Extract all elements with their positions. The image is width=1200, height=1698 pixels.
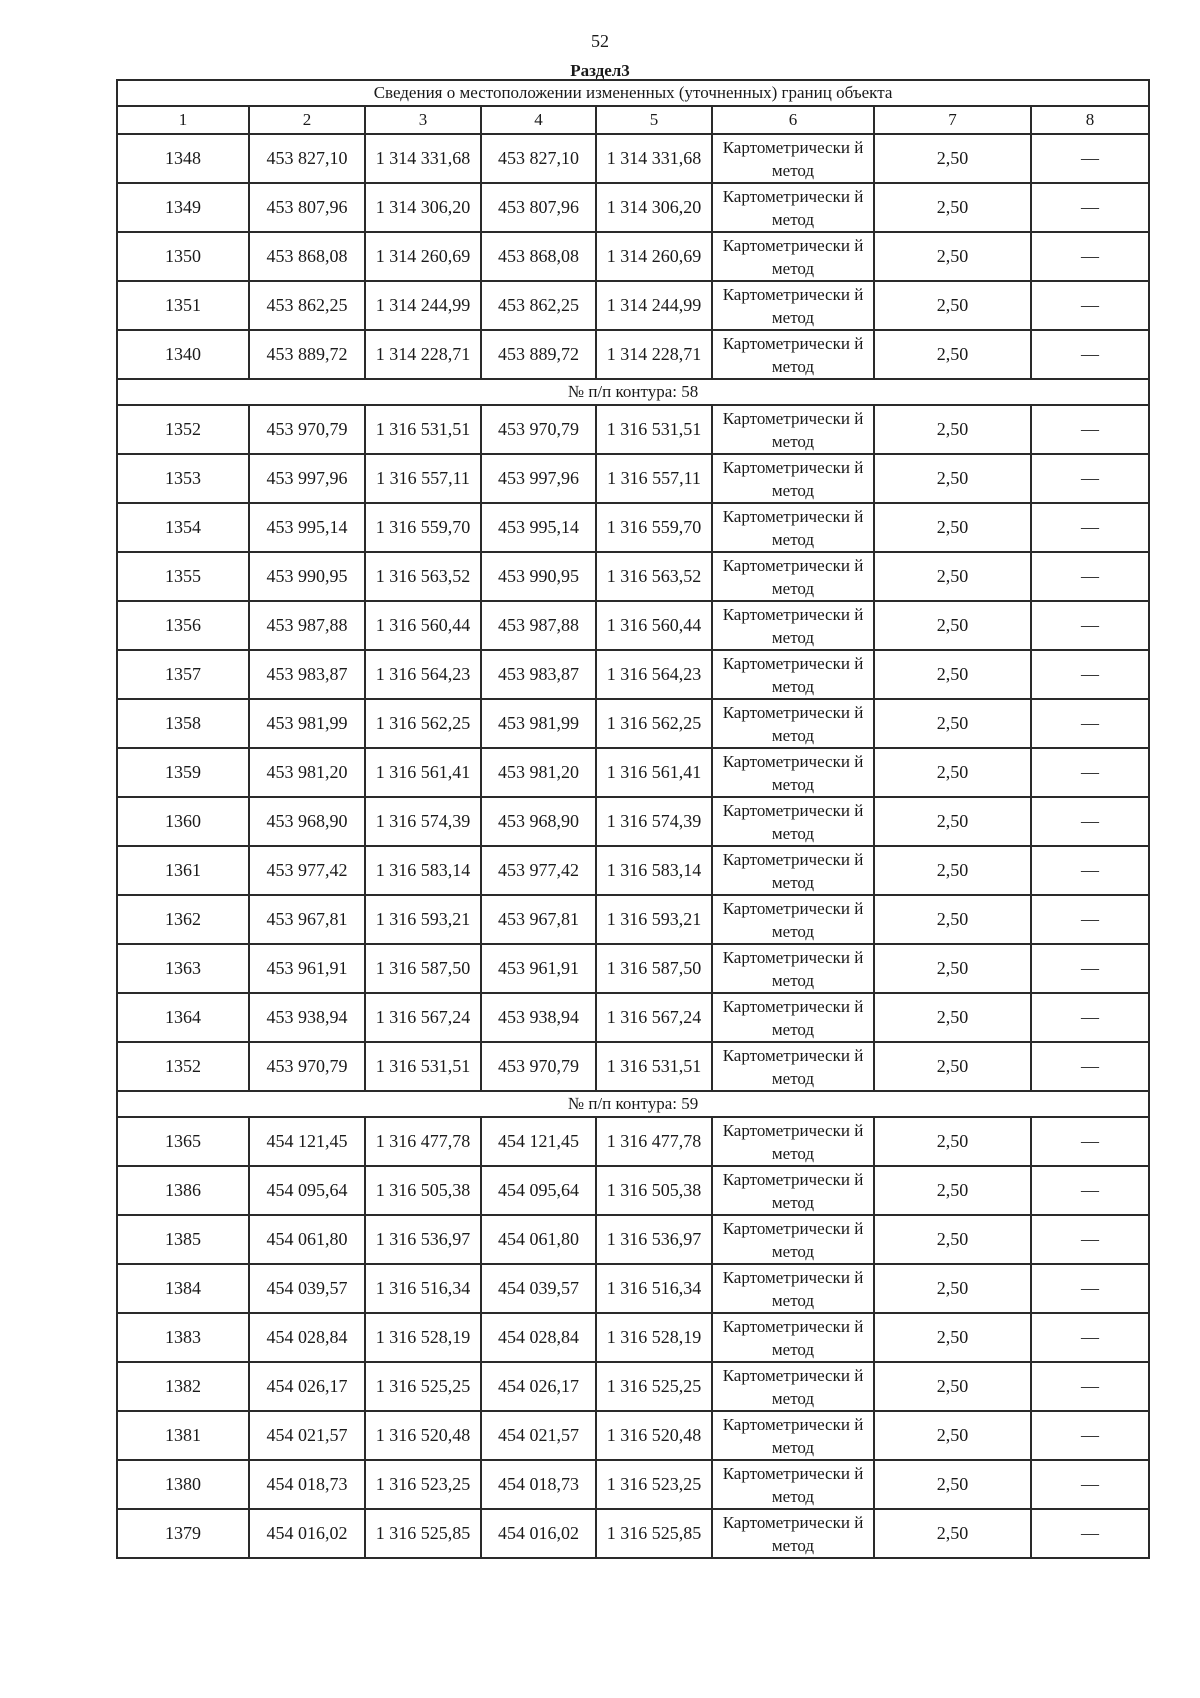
point-number-cell: 1348 xyxy=(117,134,249,183)
point-number-cell: 1351 xyxy=(117,281,249,330)
table-row xyxy=(117,650,1149,699)
x-new-cell: 454 021,57 xyxy=(481,1411,596,1460)
x-existing-cell: 453 862,25 xyxy=(249,281,365,330)
description-cell: — xyxy=(1031,1313,1149,1362)
y-existing-cell: 1 316 557,11 xyxy=(365,454,481,503)
x-new-cell: 453 983,87 xyxy=(481,650,596,699)
method-cell: Картометрически й метод xyxy=(712,1117,874,1166)
x-existing-cell: 453 981,99 xyxy=(249,699,365,748)
y-new-cell: 1 316 528,19 xyxy=(596,1313,712,1362)
x-existing-cell: 453 970,79 xyxy=(249,405,365,454)
x-new-cell: 453 938,94 xyxy=(481,993,596,1042)
column-number-header: 8 xyxy=(1031,106,1149,134)
y-new-cell: 1 316 593,21 xyxy=(596,895,712,944)
table-row xyxy=(117,748,1149,797)
table-row xyxy=(117,281,1149,330)
y-new-cell: 1 316 525,85 xyxy=(596,1509,712,1558)
point-number-cell: 1379 xyxy=(117,1509,249,1558)
table-row xyxy=(117,846,1149,895)
table-row xyxy=(117,1509,1149,1558)
y-new-cell: 1 316 523,25 xyxy=(596,1460,712,1509)
x-new-cell: 453 997,96 xyxy=(481,454,596,503)
x-new-cell: 453 967,81 xyxy=(481,895,596,944)
description-cell: — xyxy=(1031,454,1149,503)
description-cell: — xyxy=(1031,944,1149,993)
contour-label: № п/п контура: 59 xyxy=(117,1091,1149,1117)
column-number-header: 3 xyxy=(365,106,481,134)
y-new-cell: 1 316 567,24 xyxy=(596,993,712,1042)
table-row xyxy=(117,183,1149,232)
y-existing-cell: 1 316 531,51 xyxy=(365,1042,481,1091)
y-existing-cell: 1 316 520,48 xyxy=(365,1411,481,1460)
description-cell: — xyxy=(1031,650,1149,699)
x-existing-cell: 453 968,90 xyxy=(249,797,365,846)
description-cell: — xyxy=(1031,699,1149,748)
point-number-cell: 1357 xyxy=(117,650,249,699)
y-existing-cell: 1 316 562,25 xyxy=(365,699,481,748)
y-existing-cell: 1 314 331,68 xyxy=(365,134,481,183)
description-cell: — xyxy=(1031,993,1149,1042)
y-existing-cell: 1 316 564,23 xyxy=(365,650,481,699)
contour-row xyxy=(117,379,1149,405)
point-number-cell: 1364 xyxy=(117,993,249,1042)
table-row xyxy=(117,454,1149,503)
accuracy-cell: 2,50 xyxy=(874,1215,1031,1264)
y-new-cell: 1 316 477,78 xyxy=(596,1117,712,1166)
accuracy-cell: 2,50 xyxy=(874,1411,1031,1460)
table-row xyxy=(117,797,1149,846)
point-number-cell: 1354 xyxy=(117,503,249,552)
method-cell: Картометрически й метод xyxy=(712,699,874,748)
y-existing-cell: 1 316 528,19 xyxy=(365,1313,481,1362)
accuracy-cell: 2,50 xyxy=(874,944,1031,993)
point-number-cell: 1360 xyxy=(117,797,249,846)
method-cell: Картометрически й метод xyxy=(712,1509,874,1558)
y-existing-cell: 1 314 228,71 xyxy=(365,330,481,379)
x-existing-cell: 454 021,57 xyxy=(249,1411,365,1460)
table-row xyxy=(117,1166,1149,1215)
description-cell: — xyxy=(1031,1509,1149,1558)
description-cell: — xyxy=(1031,846,1149,895)
point-number-cell: 1355 xyxy=(117,552,249,601)
y-new-cell: 1 316 531,51 xyxy=(596,1042,712,1091)
x-existing-cell: 453 938,94 xyxy=(249,993,365,1042)
x-existing-cell: 453 961,91 xyxy=(249,944,365,993)
description-cell: — xyxy=(1031,1460,1149,1509)
x-new-cell: 453 990,95 xyxy=(481,552,596,601)
x-new-cell: 453 961,91 xyxy=(481,944,596,993)
description-cell: — xyxy=(1031,1215,1149,1264)
y-new-cell: 1 316 559,70 xyxy=(596,503,712,552)
x-existing-cell: 454 016,02 xyxy=(249,1509,365,1558)
y-existing-cell: 1 316 574,39 xyxy=(365,797,481,846)
accuracy-cell: 2,50 xyxy=(874,1362,1031,1411)
description-cell: — xyxy=(1031,1166,1149,1215)
method-cell: Картометрически й метод xyxy=(712,232,874,281)
method-cell: Картометрически й метод xyxy=(712,330,874,379)
point-number-cell: 1363 xyxy=(117,944,249,993)
y-new-cell: 1 316 564,23 xyxy=(596,650,712,699)
accuracy-cell: 2,50 xyxy=(874,232,1031,281)
x-existing-cell: 454 061,80 xyxy=(249,1215,365,1264)
accuracy-cell: 2,50 xyxy=(874,797,1031,846)
table-row xyxy=(117,1042,1149,1091)
contour-row xyxy=(117,1091,1149,1117)
y-existing-cell: 1 314 244,99 xyxy=(365,281,481,330)
method-cell: Картометрически й метод xyxy=(712,1215,874,1264)
accuracy-cell: 2,50 xyxy=(874,895,1031,944)
table-row xyxy=(117,895,1149,944)
description-cell: — xyxy=(1031,134,1149,183)
y-new-cell: 1 314 331,68 xyxy=(596,134,712,183)
point-number-cell: 1358 xyxy=(117,699,249,748)
accuracy-cell: 2,50 xyxy=(874,1460,1031,1509)
table-row xyxy=(117,503,1149,552)
accuracy-cell: 2,50 xyxy=(874,134,1031,183)
x-existing-cell: 453 990,95 xyxy=(249,552,365,601)
y-existing-cell: 1 316 516,34 xyxy=(365,1264,481,1313)
y-existing-cell: 1 316 525,25 xyxy=(365,1362,481,1411)
point-number-cell: 1361 xyxy=(117,846,249,895)
x-existing-cell: 453 983,87 xyxy=(249,650,365,699)
column-number-header: 1 xyxy=(117,106,249,134)
accuracy-cell: 2,50 xyxy=(874,601,1031,650)
x-existing-cell: 454 026,17 xyxy=(249,1362,365,1411)
table-row xyxy=(117,134,1149,183)
method-cell: Картометрически й метод xyxy=(712,183,874,232)
y-new-cell: 1 316 583,14 xyxy=(596,846,712,895)
y-existing-cell: 1 316 567,24 xyxy=(365,993,481,1042)
x-new-cell: 453 970,79 xyxy=(481,1042,596,1091)
description-cell: — xyxy=(1031,601,1149,650)
x-new-cell: 453 868,08 xyxy=(481,232,596,281)
description-cell: — xyxy=(1031,797,1149,846)
point-number-cell: 1380 xyxy=(117,1460,249,1509)
y-existing-cell: 1 314 306,20 xyxy=(365,183,481,232)
y-existing-cell: 1 316 505,38 xyxy=(365,1166,481,1215)
x-new-cell: 454 121,45 xyxy=(481,1117,596,1166)
y-new-cell: 1 316 557,11 xyxy=(596,454,712,503)
method-cell: Картометрически й метод xyxy=(712,552,874,601)
x-existing-cell: 453 987,88 xyxy=(249,601,365,650)
accuracy-cell: 2,50 xyxy=(874,552,1031,601)
y-existing-cell: 1 314 260,69 xyxy=(365,232,481,281)
x-new-cell: 453 970,79 xyxy=(481,405,596,454)
y-new-cell: 1 314 260,69 xyxy=(596,232,712,281)
x-existing-cell: 454 095,64 xyxy=(249,1166,365,1215)
x-new-cell: 453 862,25 xyxy=(481,281,596,330)
y-new-cell: 1 316 505,38 xyxy=(596,1166,712,1215)
accuracy-cell: 2,50 xyxy=(874,1042,1031,1091)
point-number-cell: 1353 xyxy=(117,454,249,503)
y-new-cell: 1 316 525,25 xyxy=(596,1362,712,1411)
section-title: Раздел3 xyxy=(570,61,630,80)
y-new-cell: 1 316 561,41 xyxy=(596,748,712,797)
method-cell: Картометрически й метод xyxy=(712,1166,874,1215)
point-number-cell: 1384 xyxy=(117,1264,249,1313)
y-new-cell: 1 316 563,52 xyxy=(596,552,712,601)
y-new-cell: 1 316 520,48 xyxy=(596,1411,712,1460)
column-number-header: 4 xyxy=(481,106,596,134)
accuracy-cell: 2,50 xyxy=(874,183,1031,232)
y-existing-cell: 1 316 587,50 xyxy=(365,944,481,993)
table-row xyxy=(117,1362,1149,1411)
point-number-cell: 1383 xyxy=(117,1313,249,1362)
method-cell: Картометрически й метод xyxy=(712,454,874,503)
x-existing-cell: 454 039,57 xyxy=(249,1264,365,1313)
y-new-cell: 1 316 587,50 xyxy=(596,944,712,993)
y-new-cell: 1 316 574,39 xyxy=(596,797,712,846)
accuracy-cell: 2,50 xyxy=(874,1509,1031,1558)
description-cell: — xyxy=(1031,1117,1149,1166)
column-number-header: 7 xyxy=(874,106,1031,134)
table-body xyxy=(117,134,1149,1558)
accuracy-cell: 2,50 xyxy=(874,748,1031,797)
y-existing-cell: 1 316 477,78 xyxy=(365,1117,481,1166)
method-cell: Картометрически й метод xyxy=(712,1042,874,1091)
table-row xyxy=(117,1264,1149,1313)
description-cell: — xyxy=(1031,232,1149,281)
page-number: 52 xyxy=(591,31,609,51)
y-new-cell: 1 314 306,20 xyxy=(596,183,712,232)
point-number-cell: 1382 xyxy=(117,1362,249,1411)
x-new-cell: 453 981,99 xyxy=(481,699,596,748)
accuracy-cell: 2,50 xyxy=(874,993,1031,1042)
description-cell: — xyxy=(1031,1362,1149,1411)
table-row xyxy=(117,232,1149,281)
table-row xyxy=(117,405,1149,454)
description-cell: — xyxy=(1031,405,1149,454)
y-new-cell: 1 314 228,71 xyxy=(596,330,712,379)
y-existing-cell: 1 316 563,52 xyxy=(365,552,481,601)
table-row xyxy=(117,1117,1149,1166)
point-number-cell: 1350 xyxy=(117,232,249,281)
x-new-cell: 453 995,14 xyxy=(481,503,596,552)
method-cell: Картометрически й метод xyxy=(712,748,874,797)
method-cell: Картометрически й метод xyxy=(712,281,874,330)
y-new-cell: 1 316 516,34 xyxy=(596,1264,712,1313)
y-existing-cell: 1 316 531,51 xyxy=(365,405,481,454)
table-row xyxy=(117,1411,1149,1460)
y-existing-cell: 1 316 536,97 xyxy=(365,1215,481,1264)
x-existing-cell: 454 018,73 xyxy=(249,1460,365,1509)
method-cell: Картометрически й метод xyxy=(712,650,874,699)
y-new-cell: 1 316 560,44 xyxy=(596,601,712,650)
accuracy-cell: 2,50 xyxy=(874,1313,1031,1362)
accuracy-cell: 2,50 xyxy=(874,503,1031,552)
x-new-cell: 453 889,72 xyxy=(481,330,596,379)
y-existing-cell: 1 316 559,70 xyxy=(365,503,481,552)
table-row xyxy=(117,699,1149,748)
column-number-row xyxy=(117,106,1149,134)
x-existing-cell: 453 827,10 xyxy=(249,134,365,183)
x-new-cell: 453 981,20 xyxy=(481,748,596,797)
x-existing-cell: 453 807,96 xyxy=(249,183,365,232)
y-existing-cell: 1 316 560,44 xyxy=(365,601,481,650)
description-cell: — xyxy=(1031,1042,1149,1091)
x-new-cell: 453 977,42 xyxy=(481,846,596,895)
point-number-cell: 1381 xyxy=(117,1411,249,1460)
point-number-cell: 1340 xyxy=(117,330,249,379)
column-number-header: 5 xyxy=(596,106,712,134)
point-number-cell: 1352 xyxy=(117,1042,249,1091)
x-existing-cell: 454 028,84 xyxy=(249,1313,365,1362)
point-number-cell: 1386 xyxy=(117,1166,249,1215)
accuracy-cell: 2,50 xyxy=(874,330,1031,379)
accuracy-cell: 2,50 xyxy=(874,1166,1031,1215)
description-cell: — xyxy=(1031,330,1149,379)
method-cell: Картометрически й метод xyxy=(712,1411,874,1460)
table-row xyxy=(117,1460,1149,1509)
table-row xyxy=(117,1215,1149,1264)
x-existing-cell: 453 995,14 xyxy=(249,503,365,552)
table-row xyxy=(117,944,1149,993)
x-new-cell: 453 968,90 xyxy=(481,797,596,846)
table-row xyxy=(117,601,1149,650)
method-cell: Картометрически й метод xyxy=(712,1362,874,1411)
y-existing-cell: 1 316 525,85 xyxy=(365,1509,481,1558)
method-cell: Картометрически й метод xyxy=(712,405,874,454)
description-cell: — xyxy=(1031,1264,1149,1313)
method-cell: Картометрически й метод xyxy=(712,503,874,552)
method-cell: Картометрически й метод xyxy=(712,895,874,944)
table-row xyxy=(117,330,1149,379)
x-existing-cell: 453 981,20 xyxy=(249,748,365,797)
column-number-header: 2 xyxy=(249,106,365,134)
description-cell: — xyxy=(1031,552,1149,601)
description-cell: — xyxy=(1031,895,1149,944)
x-existing-cell: 453 889,72 xyxy=(249,330,365,379)
accuracy-cell: 2,50 xyxy=(874,650,1031,699)
contour-label: № п/п контура: 58 xyxy=(117,379,1149,405)
method-cell: Картометрически й метод xyxy=(712,993,874,1042)
y-existing-cell: 1 316 523,25 xyxy=(365,1460,481,1509)
table-caption: Сведения о местоположении измененных (уточненных) границ объекта xyxy=(117,80,1149,106)
description-cell: — xyxy=(1031,748,1149,797)
x-existing-cell: 453 977,42 xyxy=(249,846,365,895)
point-number-cell: 1356 xyxy=(117,601,249,650)
boundary-coordinates-table xyxy=(116,79,1150,1559)
x-existing-cell: 454 121,45 xyxy=(249,1117,365,1166)
accuracy-cell: 2,50 xyxy=(874,405,1031,454)
method-cell: Картометрически й метод xyxy=(712,846,874,895)
table-row xyxy=(117,1313,1149,1362)
x-new-cell: 454 095,64 xyxy=(481,1166,596,1215)
y-existing-cell: 1 316 593,21 xyxy=(365,895,481,944)
x-new-cell: 454 028,84 xyxy=(481,1313,596,1362)
x-existing-cell: 453 997,96 xyxy=(249,454,365,503)
x-new-cell: 453 807,96 xyxy=(481,183,596,232)
y-new-cell: 1 316 562,25 xyxy=(596,699,712,748)
point-number-cell: 1352 xyxy=(117,405,249,454)
x-new-cell: 453 827,10 xyxy=(481,134,596,183)
y-new-cell: 1 314 244,99 xyxy=(596,281,712,330)
description-cell: — xyxy=(1031,281,1149,330)
method-cell: Картометрически й метод xyxy=(712,1460,874,1509)
accuracy-cell: 2,50 xyxy=(874,846,1031,895)
x-new-cell: 453 987,88 xyxy=(481,601,596,650)
method-cell: Картометрически й метод xyxy=(712,944,874,993)
point-number-cell: 1359 xyxy=(117,748,249,797)
method-cell: Картометрически й метод xyxy=(712,1313,874,1362)
x-new-cell: 454 061,80 xyxy=(481,1215,596,1264)
table-row xyxy=(117,552,1149,601)
method-cell: Картометрически й метод xyxy=(712,134,874,183)
x-new-cell: 454 026,17 xyxy=(481,1362,596,1411)
point-number-cell: 1362 xyxy=(117,895,249,944)
y-existing-cell: 1 316 583,14 xyxy=(365,846,481,895)
table-row xyxy=(117,993,1149,1042)
description-cell: — xyxy=(1031,183,1149,232)
x-new-cell: 454 018,73 xyxy=(481,1460,596,1509)
x-existing-cell: 453 868,08 xyxy=(249,232,365,281)
point-number-cell: 1349 xyxy=(117,183,249,232)
y-existing-cell: 1 316 561,41 xyxy=(365,748,481,797)
point-number-cell: 1365 xyxy=(117,1117,249,1166)
description-cell: — xyxy=(1031,503,1149,552)
accuracy-cell: 2,50 xyxy=(874,699,1031,748)
x-new-cell: 454 016,02 xyxy=(481,1509,596,1558)
description-cell: — xyxy=(1031,1411,1149,1460)
point-number-cell: 1385 xyxy=(117,1215,249,1264)
method-cell: Картометрически й метод xyxy=(712,1264,874,1313)
y-new-cell: 1 316 531,51 xyxy=(596,405,712,454)
column-number-header: 6 xyxy=(712,106,874,134)
accuracy-cell: 2,50 xyxy=(874,1117,1031,1166)
accuracy-cell: 2,50 xyxy=(874,454,1031,503)
x-new-cell: 454 039,57 xyxy=(481,1264,596,1313)
y-new-cell: 1 316 536,97 xyxy=(596,1215,712,1264)
x-existing-cell: 453 970,79 xyxy=(249,1042,365,1091)
method-cell: Картометрически й метод xyxy=(712,601,874,650)
x-existing-cell: 453 967,81 xyxy=(249,895,365,944)
accuracy-cell: 2,50 xyxy=(874,281,1031,330)
accuracy-cell: 2,50 xyxy=(874,1264,1031,1313)
method-cell: Картометрически й метод xyxy=(712,797,874,846)
